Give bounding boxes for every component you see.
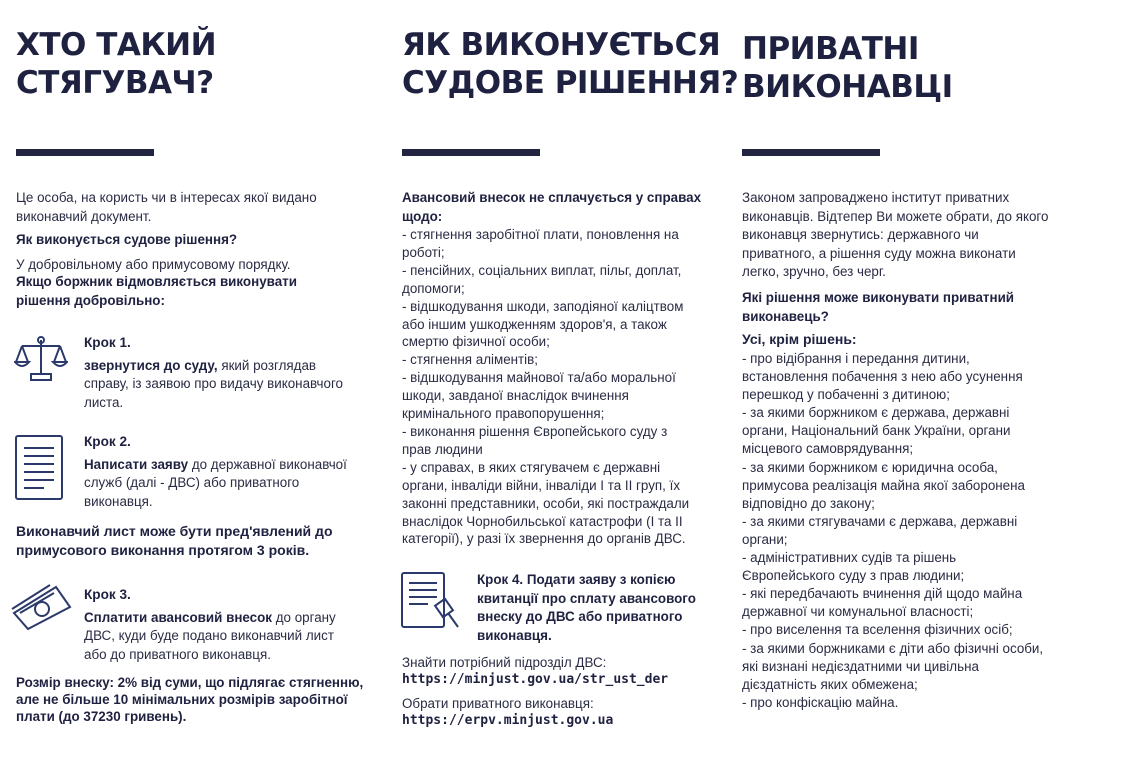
list-line: - про конфіскацію майна. <box>742 694 899 710</box>
scales-icon <box>14 334 68 384</box>
document-icon <box>14 434 66 502</box>
column1-intro: Це особа, на користь чи в інтересах якої видано виконавчий документ. <box>16 190 317 224</box>
step1-block: Крок 1. звернутися до суду, який розглядав справу, із заявою про видачу виконавчого листа. <box>84 335 343 410</box>
column2-exemptions-list <box>402 226 689 548</box>
column1-title: ХТО ТАКИЙ СТЯГУВАЧ? <box>16 27 217 101</box>
step1-title: Крок 1. <box>84 335 131 350</box>
column1-answer-bold: Якщо боржник відмовляється виконувати рішення добровільно: <box>16 274 297 308</box>
list-line: - виконання рішення Європейського суду з <box>402 423 668 439</box>
list-line: - відшкодування шкоди, заподіяної каліцтвом <box>402 298 684 314</box>
list-line: допомоги; <box>402 280 465 296</box>
list-line: - про відібрання і передання дитини, <box>742 351 970 366</box>
column1-divider <box>16 149 154 156</box>
step2-title: Крок 2. <box>84 434 131 449</box>
list-line: - за якими стягувачами є держава, державні <box>742 513 1018 529</box>
list-line: Європейського суду з прав людини; <box>742 568 965 584</box>
step4-text: Крок 4. Подати заяву з копією квитанції про сплату авансового внеску до ДВС або приватного виконавця. <box>477 572 696 643</box>
choose-executor-label: Обрати приватного виконавця: <box>402 696 594 711</box>
list-line: органи; <box>742 531 788 547</box>
list-line: державної чи комунальної власності; <box>742 604 974 620</box>
list-line: кримінального правопорушення; <box>402 406 605 422</box>
list-line: - відшкодування майнової та/або моральної <box>402 370 676 386</box>
column2-title: ЯК ВИКОНУЄТЬСЯ СУДОВЕ РІШЕННЯ? <box>402 27 739 101</box>
column3-intro: Законом запроваджено інститут приватних виконавців. Відтепер Ви можете обрати, до якого виконавця звернутись: державного чи приватного, а рішення суду можна виконати легко, зручно, без черг. <box>742 190 1049 279</box>
list-line: дієздатність яких обмежена; <box>742 676 918 692</box>
column3-title: ПРИВАТНІ ВИКОНАВЦІ <box>742 31 953 105</box>
money-icon <box>10 583 74 631</box>
choose-executor-link[interactable]: https://erpv.minjust.gov.ua <box>402 713 614 728</box>
column2-divider <box>402 149 540 156</box>
list-line: встановлення побачення з нею або усунення <box>742 369 1023 385</box>
column1-answer: У добровільному або примусовому порядку. <box>16 257 291 272</box>
step3-title: Крок 3. <box>84 587 131 602</box>
list-line: - за якими боржниками є діти або фізичні особи, <box>742 640 1044 656</box>
list-line: категорії), у разі їх звернення до органів ДВС. <box>402 531 686 547</box>
list-line: примусова реалізація майна якої заборонена <box>742 477 1025 493</box>
column1-note: Виконавчий лист може бути пред'явлений до примусового виконання протягом 3 років. <box>16 523 333 558</box>
list-line: - у справах, в яких стягувачем є державні <box>402 459 661 475</box>
column1-question: Як виконується судове рішення? <box>16 232 238 247</box>
list-line: - про виселення та вселення фізичних осіб; <box>742 622 1013 638</box>
step3-block: Крок 3. Сплатити авансовий внесок до органу ДВС, куди буде подано виконавчий лист або до приватного виконавця. <box>84 587 336 662</box>
list-line: - стягнення заробітної плати, поновлення на <box>402 227 679 242</box>
list-line: - які передбачають вчинення дій щодо майна <box>742 586 1023 602</box>
list-line: смертю фізичної особи; <box>402 334 550 350</box>
list-line: прав людини <box>402 441 483 457</box>
find-dvs-link[interactable]: https://minjust.gov.ua/str_ust_der <box>402 672 669 687</box>
column3-divider <box>742 149 880 156</box>
list-line: місцевого самоврядування; <box>742 441 914 457</box>
column2-heading: Авансовий внесок не сплачується у справах щодо: <box>402 190 702 224</box>
list-line: - пенсійних, соціальних виплат, пільг, доплат, <box>402 262 682 278</box>
column3-all-except: Усі, крім рішень: <box>742 331 857 347</box>
list-line: органи, інваліди війни, інваліди I та II груп, їх <box>402 477 681 493</box>
list-line: внаслідок Чорнобильської катастрофи (I та II <box>402 513 683 529</box>
list-line: органи, Національний банк України, органи <box>742 423 1011 439</box>
list-line: - адміністративних судів та рішень <box>742 550 957 566</box>
list-line: або іншим ушкодженням здоров'я, а також <box>402 316 667 332</box>
column3-exclusions-list <box>742 350 1043 712</box>
column3-question: Які рішення може виконувати приватний виконавець? <box>742 290 1015 324</box>
step2-block: Крок 2. Написати заяву до державної виконавчої служб (далі - ДВС) або приватного виконавця. <box>84 434 347 509</box>
list-line: законні представники, особи, які постраждали <box>402 495 690 511</box>
list-line: роботі; <box>402 244 445 260</box>
column1-fee: Розмір внеску: 2% від суми, що підлягає стягненню, але не більше 10 мінімальних розмірів заробітної плати (до 37230 гривень). <box>16 675 364 724</box>
list-line: які визнані недієздатними чи цивільна <box>742 658 979 674</box>
list-line: відповідно до закону; <box>742 495 875 511</box>
list-line: - за якими боржником є юридична особа, <box>742 459 998 475</box>
list-line: - стягнення аліментів; <box>402 352 538 368</box>
list-line: шкоди, завданої внаслідок вчинення <box>402 388 629 404</box>
list-line: перешкод у побаченні з дитиною; <box>742 387 950 403</box>
find-dvs-label: Знайти потрібний підрозділ ДВС: <box>402 655 607 670</box>
stamped-document-icon <box>400 571 464 631</box>
list-line: - за якими боржником є держава, державні <box>742 405 1010 421</box>
